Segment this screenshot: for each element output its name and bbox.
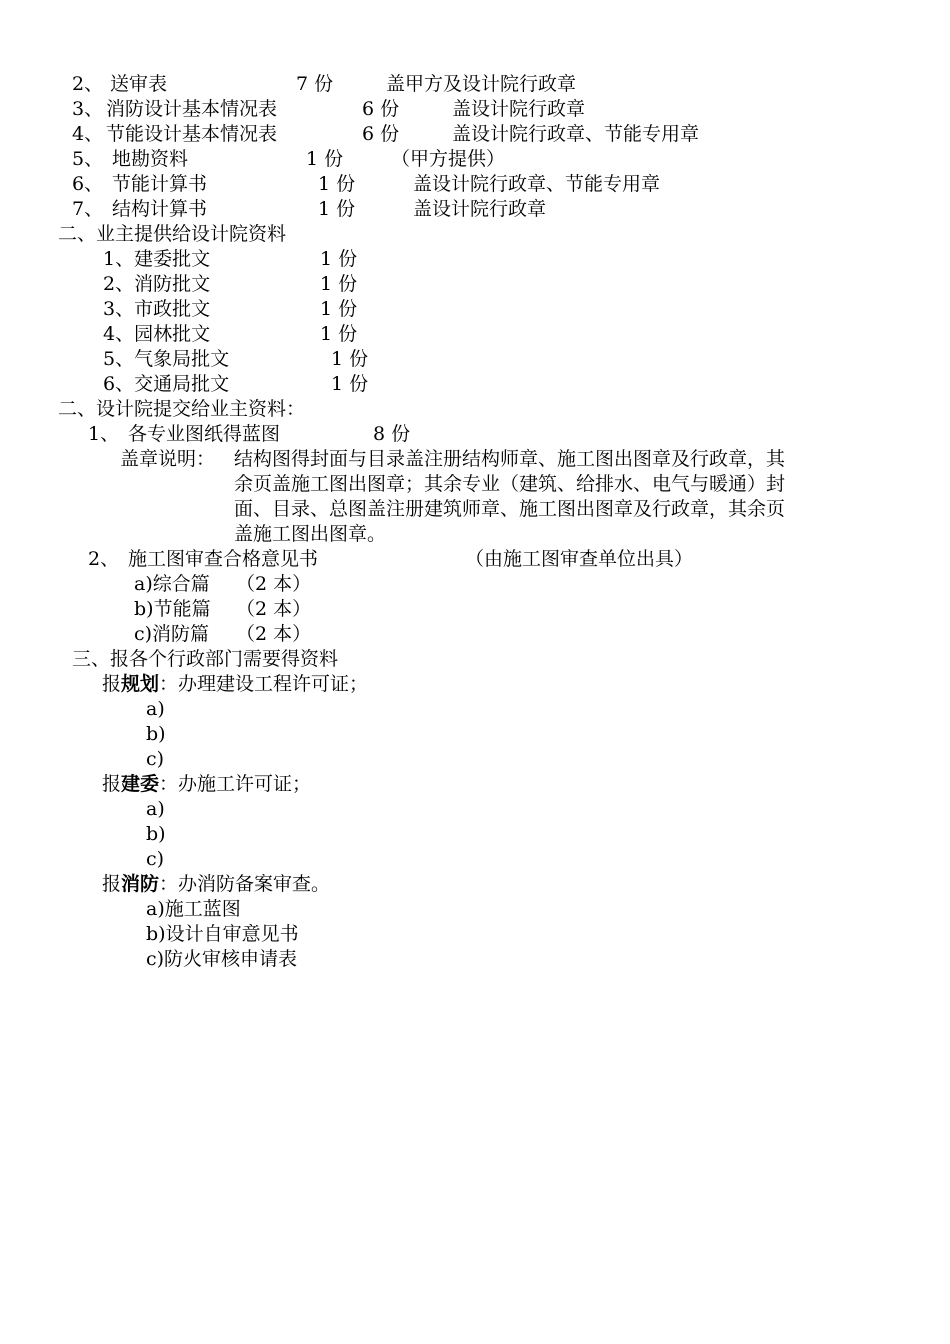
list-item — [0, 247, 950, 272]
item-note: （由施工图审查单位出具） — [465, 548, 694, 570]
list-item — [0, 322, 950, 347]
sub-item — [0, 597, 950, 622]
item-number: 5、 — [72, 148, 104, 170]
item-label: 1、建委批文 — [103, 248, 211, 270]
item-quantity: 6 份 — [362, 98, 400, 120]
sub-item: c) — [146, 748, 165, 770]
group-heading: 报消防：办消防备案审查。 — [102, 873, 331, 895]
stamp-label: 盖章说明： — [120, 448, 216, 470]
list-item — [0, 347, 950, 372]
item-quantity: 1 份 — [320, 298, 358, 320]
item-number: 7、 — [72, 198, 104, 220]
item-name: 节能设计基本情况表 — [106, 123, 278, 145]
item-number: 2、 — [72, 73, 104, 95]
item-number: 3、 — [72, 98, 104, 120]
sub-item: b) — [146, 823, 166, 845]
item-quantity: 1 份 — [331, 373, 369, 395]
sub-item: c) — [146, 848, 165, 870]
item-label: 施工图审查合格意见书 — [128, 548, 319, 570]
item-label: 5、气象局批文 — [103, 348, 230, 370]
list-item — [0, 197, 950, 222]
item-quantity: 1 份 — [318, 198, 356, 220]
section-heading: 二、业主提供给设计院资料 — [58, 223, 287, 245]
section-heading: 三、报各个行政部门需要得资料 — [72, 648, 339, 670]
sub-item: a) — [146, 698, 165, 720]
item-label: 各专业图纸得蓝图 — [128, 423, 281, 445]
list-item — [0, 297, 950, 322]
item-quantity: 1 份 — [331, 348, 369, 370]
item-name: 地勘资料 — [112, 148, 189, 170]
list-item — [0, 97, 950, 122]
list-item — [0, 72, 950, 97]
item-quantity: 8 份 — [373, 423, 411, 445]
list-item — [0, 172, 950, 197]
item-note: 盖设计院行政章、节能专用章 — [452, 123, 700, 145]
stamp-line: 余页盖施工图出图章；其余专业（建筑、给排水、电气与暖通）封 — [234, 473, 786, 495]
sub-item — [0, 572, 950, 597]
list-item — [0, 122, 950, 147]
stamp-line: 盖施工图出图章。 — [234, 523, 387, 545]
item-quantity: 1 份 — [320, 323, 358, 345]
sub-item: b)设计自审意见书 — [146, 923, 299, 945]
department-name: 消防 — [121, 873, 160, 895]
list-item — [0, 372, 950, 397]
item-label: 2、消防批文 — [103, 273, 211, 295]
item-note: 盖设计院行政章 — [452, 98, 586, 120]
item-quantity: 6 份 — [362, 123, 400, 145]
sub-item-label: c)消防篇 — [134, 623, 210, 645]
sub-item: c)防火审核申请表 — [146, 948, 298, 970]
list-item — [0, 547, 950, 572]
item-note: （甲方提供） — [391, 148, 506, 170]
sub-item-count: （2 本） — [236, 598, 312, 620]
item-number: 6、 — [72, 173, 104, 195]
sub-item-label: b)节能篇 — [134, 598, 211, 620]
sub-item: b) — [146, 723, 166, 745]
department-name: 规划 — [121, 673, 160, 695]
item-quantity: 1 份 — [320, 273, 358, 295]
item-note: 盖设计院行政章、节能专用章 — [413, 173, 661, 195]
department-name: 建委 — [121, 773, 160, 795]
sub-item-label: a)综合篇 — [134, 573, 210, 595]
section-heading: 二、设计院提交给业主资料： — [58, 398, 306, 420]
list-item — [0, 147, 950, 172]
item-quantity: 1 份 — [306, 148, 344, 170]
item-quantity: 1 份 — [318, 173, 356, 195]
stamp-line: 结构图得封面与目录盖注册结构师章、施工图出图章及行政章，其 — [234, 448, 786, 470]
sub-item — [0, 622, 950, 647]
item-label: 3、市政批文 — [103, 298, 211, 320]
item-label: 6、交通局批文 — [103, 373, 230, 395]
item-name: 消防设计基本情况表 — [106, 98, 278, 120]
item-number: 2、 — [88, 548, 120, 570]
group-heading: 报建委：办施工许可证； — [102, 773, 312, 795]
item-quantity: 1 份 — [320, 248, 358, 270]
item-name: 结构计算书 — [112, 198, 208, 220]
sub-item-count: （2 本） — [236, 623, 312, 645]
item-number: 1、 — [88, 423, 120, 445]
item-quantity: 7 份 — [296, 73, 334, 95]
item-number: 4、 — [72, 123, 104, 145]
item-name: 送审表 — [110, 73, 168, 95]
item-name: 节能计算书 — [112, 173, 208, 195]
list-item — [0, 422, 950, 447]
group-heading: 报规划：办理建设工程许可证； — [102, 673, 369, 695]
item-note: 盖甲方及设计院行政章 — [386, 73, 577, 95]
sub-item-count: （2 本） — [236, 573, 312, 595]
item-note: 盖设计院行政章 — [413, 198, 547, 220]
list-item — [0, 272, 950, 297]
stamp-line: 面、目录、总图盖注册建筑师章、施工图出图章及行政章，其余页 — [234, 498, 786, 520]
sub-item: a) — [146, 798, 165, 820]
item-label: 4、园林批文 — [103, 323, 211, 345]
sub-item: a)施工蓝图 — [146, 898, 241, 920]
